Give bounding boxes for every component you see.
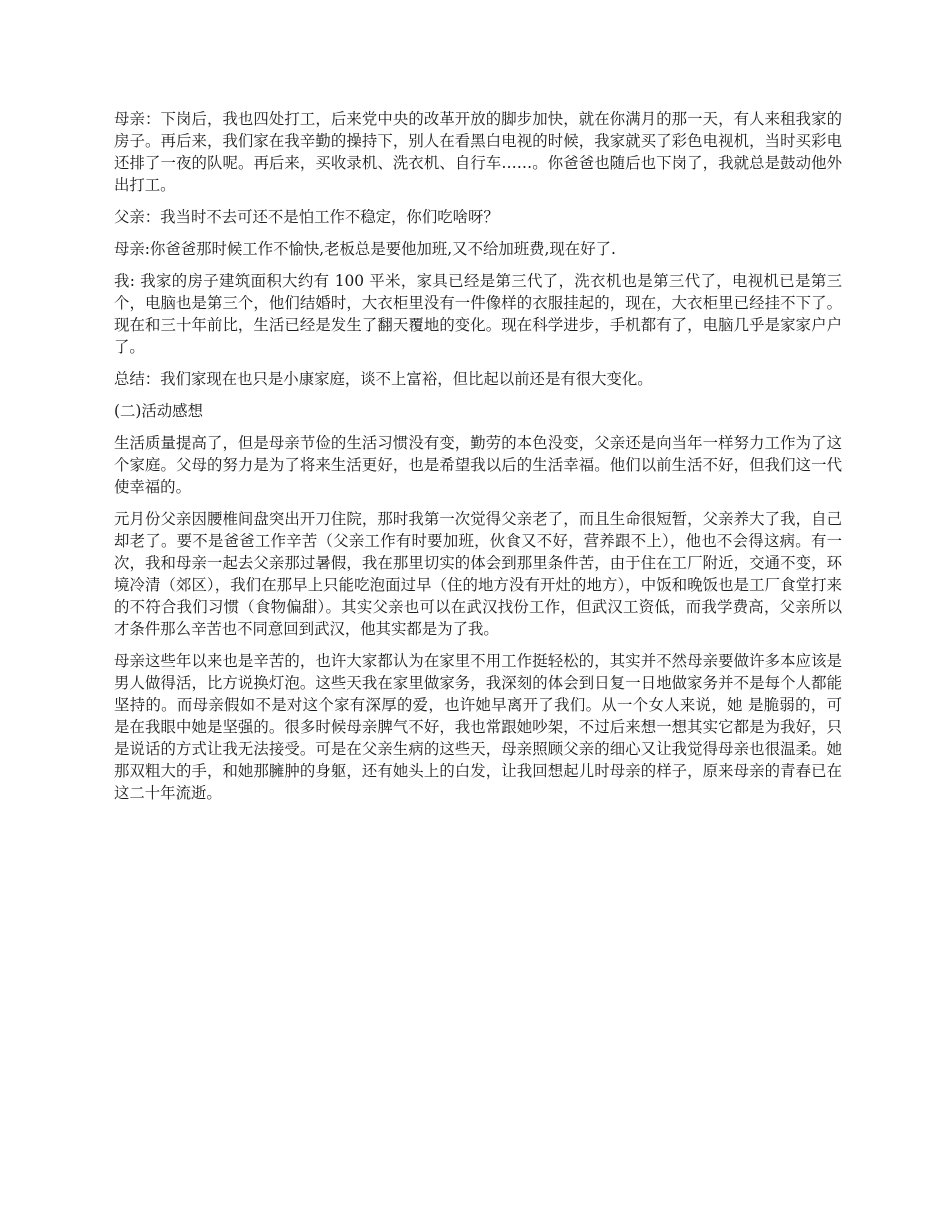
section-heading-reflection: (二)活动感想 <box>114 402 203 420</box>
paragraph-summary: 总结：我们家现在也只是小康家庭，谈不上富裕，但比起以前还是有很大变化。 <box>114 370 653 388</box>
paragraph-mother-1: 母亲：下岗后，我也四处打工，后来党中央的改革开放的脚步加快，就在你满月的那一天，有人来租我家的房子。再后来，我们家在我辛勤的操持下，别人在看黑白电视的时候，我家就买了彩色电视机，当时买彩电还排了一夜的队呢。再后来，买收录机、洗衣机、自行车……。你爸爸也随后也下岗了，我就总是鼓动他外出打工。 <box>114 110 842 194</box>
paragraph-reflection-mother: 母亲这些年以来也是辛苦的，也许大家都认为在家里不用工作挺轻松的，其实并不然母亲要做许多本应该是男人做得活，比方说换灯泡。这些天我在家里做家务，我深刻的体会到日复一日地做家务并不是每个人都能坚持的。而母亲假如不是对这个家有深厚的爱，也许她早离开了我们。从一个女人来说，她 是脆弱的，可是在我眼中她是坚强的。很多时候母亲脾气不好，我也常跟她吵架，不过后来想一想其实它都是为我好，只是说话的方式让我无法接受。可是在父亲生病的这些天，母亲照顾父亲的细心又让我觉得母亲也很温柔。她那双粗大的手，和她那臃肿的身躯，还有她头上的白发，让我回想起儿时母亲的样子，原来母亲的青春已在这二十年流逝。 <box>114 652 842 802</box>
paragraph-reflection-father: 元月份父亲因腰椎间盘突出开刀住院，那时我第一次觉得父亲老了，而且生命很短暂，父亲养大了我，自己却老了。要不是爸爸工作辛苦（父亲工作有时要加班，伙食又不好，营养跟不上），他也不会得这病。有一次，我和母亲一起去父亲那过暑假，我在那里切实的体会到那里条件苦，由于住在工厂附近，交通不变，环境冷清（郊区），我们在那早上只能吃泡面过早（住的地方没有开灶的地方），中饭和晚饭也是工厂食堂打来的不符合我们习惯（食物偏甜）。其实父亲也可以在武汉找份工作，但武汉工资低，而我学费高，父亲所以才条件那么辛苦也不同意回到武汉，他其实都是为了我。 <box>114 510 842 638</box>
paragraph-me: 我: 我家的房子建筑面积大约有 100 平米，家具已经是第三代了，洗衣机也是第三代了，电视机已是第三个，电脑也是第三个，他们结婚时，大衣柜里没有一件像样的衣服挂起的，现在，大衣柜里已经挂不下了。现在和三十年前比，生活已经是发生了翻天覆地的变化。现在科学进步，手机都有了，电脑几乎是家家户户了。 <box>114 272 842 356</box>
paragraph-mother-2: 母亲:你爸爸那时候工作不愉快,老板总是要他加班,又不给加班费,现在好了. <box>114 240 616 258</box>
paragraph-father: 父亲：我当时不去可还不是怕工作不稳定，你们吃啥呀？ <box>114 208 499 226</box>
paragraph-reflection-1: 生活质量提高了，但是母亲节俭的生活习惯没有变，勤劳的本色没变，父亲还是向当年一样努力工作为了这个家庭。父母的努力是为了将来生活更好，也是希望我以后的生活幸福。他们以前生活不好，但我们这一代使幸福的。 <box>114 434 842 496</box>
document-body <box>114 108 842 814</box>
